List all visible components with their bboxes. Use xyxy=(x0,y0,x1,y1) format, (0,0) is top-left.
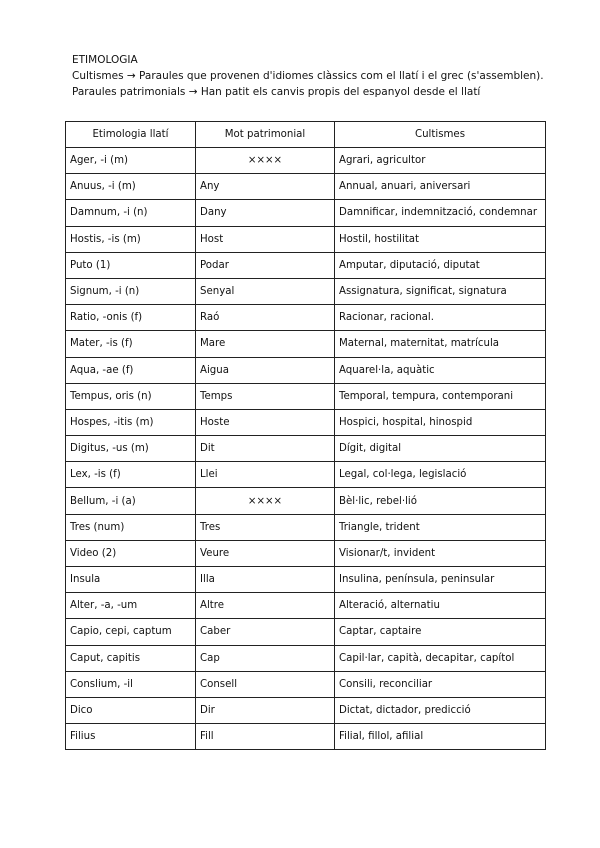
cell-latin: Anuus, -i (m) xyxy=(66,174,196,200)
cell-cultismes: Agrari, agricultor xyxy=(335,148,546,174)
cell-latin: Tempus, oris (n) xyxy=(66,383,196,409)
column-header-latin: Etimologia llatí xyxy=(66,122,196,148)
table-row xyxy=(66,148,546,174)
cell-latin: Capio, cepi, captum xyxy=(66,619,196,645)
cell-latin: Mater, -is (f) xyxy=(66,331,196,357)
cell-cultismes: Captar, captaire xyxy=(335,619,546,645)
cell-cultismes: Hospici, hospital, hinospid xyxy=(335,409,546,435)
table-row xyxy=(66,697,546,723)
cell-latin: Conslium, -il xyxy=(66,671,196,697)
document-title: ETIMOLOGIA xyxy=(72,54,138,66)
cell-cultismes: Capil·lar, capità, decapitar, capítol xyxy=(335,645,546,671)
cell-cultismes: Hostil, hostilitat xyxy=(335,226,546,252)
table-row xyxy=(66,226,546,252)
cultismes-definition: Cultismes → Paraules que provenen d'idiomes clàssics com el llatí i el grec (s'assemblen). xyxy=(72,70,544,82)
cell-patrimonial: Altre xyxy=(196,593,335,619)
table-row xyxy=(66,331,546,357)
cell-cultismes: Temporal, tempura, contemporani xyxy=(335,383,546,409)
cell-cultismes: Assignatura, significat, signatura xyxy=(335,278,546,304)
cell-patrimonial: Raó xyxy=(196,305,335,331)
cell-patrimonial: Podar xyxy=(196,252,335,278)
cell-cultismes: Consili, reconciliar xyxy=(335,671,546,697)
table-row xyxy=(66,462,546,488)
cell-patrimonial: Consell xyxy=(196,671,335,697)
cell-cultismes: Damnificar, indemnització, condemnar xyxy=(335,200,546,226)
table-row xyxy=(66,305,546,331)
cell-latin: Aqua, -ae (f) xyxy=(66,357,196,383)
cell-latin: Puto (1) xyxy=(66,252,196,278)
cell-patrimonial: ×××× xyxy=(196,488,335,514)
cell-cultismes: Annual, anuari, aniversari xyxy=(335,174,546,200)
cell-latin: Digitus, -us (m) xyxy=(66,436,196,462)
cell-cultismes: Triangle, trident xyxy=(335,514,546,540)
cell-patrimonial: Illa xyxy=(196,567,335,593)
cell-patrimonial: Senyal xyxy=(196,278,335,304)
column-header-cultismes: Cultismes xyxy=(335,122,546,148)
cell-latin: Filius xyxy=(66,724,196,750)
document-header xyxy=(72,52,544,100)
cell-latin: Insula xyxy=(66,567,196,593)
cell-latin: Alter, -a, -um xyxy=(66,593,196,619)
cell-cultismes: Racionar, racional. xyxy=(335,305,546,331)
column-header-patrimonial: Mot patrimonial xyxy=(196,122,335,148)
cell-cultismes: Aquarel·la, aquàtic xyxy=(335,357,546,383)
cell-latin: Hostis, -is (m) xyxy=(66,226,196,252)
cell-cultismes: Amputar, diputació, diputat xyxy=(335,252,546,278)
cell-cultismes: Alteració, alternatiu xyxy=(335,593,546,619)
cell-cultismes: Filial, fillol, afilial xyxy=(335,724,546,750)
table-row xyxy=(66,567,546,593)
cell-latin: Bellum, -i (a) xyxy=(66,488,196,514)
cell-latin: Signum, -i (n) xyxy=(66,278,196,304)
cell-patrimonial: Llei xyxy=(196,462,335,488)
table-row xyxy=(66,645,546,671)
cell-latin: Tres (num) xyxy=(66,514,196,540)
table-row xyxy=(66,409,546,435)
cell-patrimonial: Dit xyxy=(196,436,335,462)
cell-patrimonial: Veure xyxy=(196,540,335,566)
cell-cultismes: Visionar/t, invident xyxy=(335,540,546,566)
cell-cultismes: Bèl·lic, rebel·lió xyxy=(335,488,546,514)
cell-cultismes: Dictat, dictador, predicció xyxy=(335,697,546,723)
cell-patrimonial: Fill xyxy=(196,724,335,750)
table-row xyxy=(66,200,546,226)
table-row xyxy=(66,436,546,462)
cell-patrimonial: Any xyxy=(196,174,335,200)
table-row xyxy=(66,724,546,750)
table-row xyxy=(66,252,546,278)
cell-latin: Lex, -is (f) xyxy=(66,462,196,488)
cell-latin: Damnum, -i (n) xyxy=(66,200,196,226)
cell-latin: Hospes, -itis (m) xyxy=(66,409,196,435)
cell-patrimonial: Hoste xyxy=(196,409,335,435)
cell-patrimonial: Aigua xyxy=(196,357,335,383)
table-row xyxy=(66,593,546,619)
cell-patrimonial: Caber xyxy=(196,619,335,645)
table-row xyxy=(66,357,546,383)
cell-latin: Caput, capitis xyxy=(66,645,196,671)
cell-latin: Dico xyxy=(66,697,196,723)
table-row xyxy=(66,540,546,566)
patrimonials-definition: Paraules patrimonials → Han patit els canvis propis del espanyol desde el llatí xyxy=(72,86,481,98)
cell-cultismes: Maternal, maternitat, matrícula xyxy=(335,331,546,357)
cell-patrimonial: Dir xyxy=(196,697,335,723)
table-row xyxy=(66,619,546,645)
cell-patrimonial: Cap xyxy=(196,645,335,671)
etymology-table xyxy=(65,121,546,750)
cell-cultismes: Legal, col·lega, legislació xyxy=(335,462,546,488)
cell-latin: Ager, -i (m) xyxy=(66,148,196,174)
cell-patrimonial: Dany xyxy=(196,200,335,226)
table-row xyxy=(66,514,546,540)
table-body xyxy=(66,148,546,750)
table-row xyxy=(66,488,546,514)
cell-patrimonial: Host xyxy=(196,226,335,252)
table-row xyxy=(66,671,546,697)
cell-patrimonial: Mare xyxy=(196,331,335,357)
cell-cultismes: Insulina, península, peninsular xyxy=(335,567,546,593)
cell-cultismes: Dígit, digital xyxy=(335,436,546,462)
cell-patrimonial: Temps xyxy=(196,383,335,409)
table-row xyxy=(66,278,546,304)
cell-latin: Ratio, -onis (f) xyxy=(66,305,196,331)
cell-patrimonial: ×××× xyxy=(196,148,335,174)
cell-patrimonial: Tres xyxy=(196,514,335,540)
table-row xyxy=(66,174,546,200)
table-row xyxy=(66,383,546,409)
cell-latin: Video (2) xyxy=(66,540,196,566)
table-header-row xyxy=(66,122,546,148)
